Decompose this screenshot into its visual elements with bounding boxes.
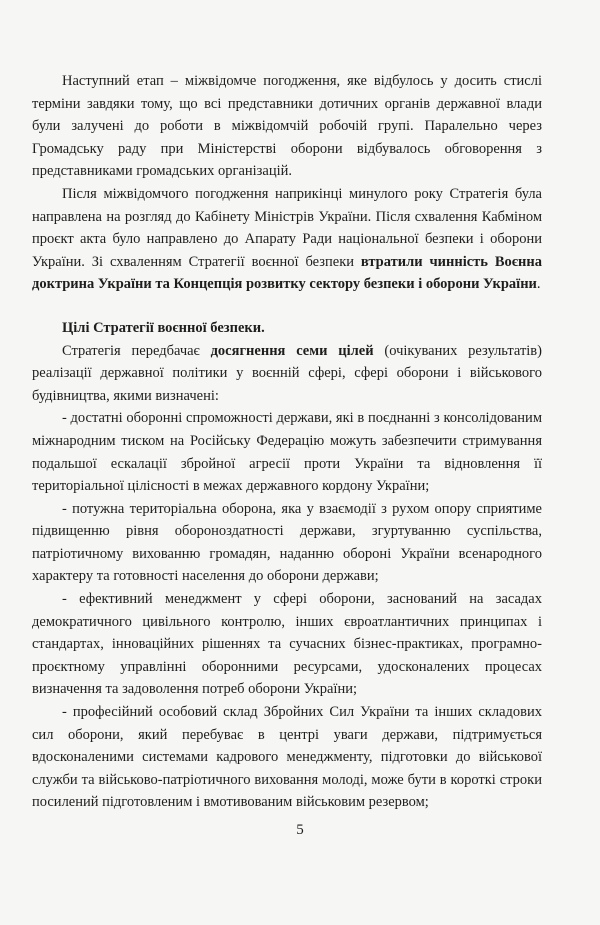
paragraph-strategy-approval [32,183,542,296]
list-item: - ефективний менеджмент у сфері оборони, заснований на засадах демократичного цивільного контролю, інших євроатлантичних принципах і стандартах, інноваційних рішеннях та сучасних бізнес-практиках, програмно-проєктному управлінні оборонними ресурсами, удосконалених процесах визначення та задоволення потреб оборони України; [32,591,542,698]
list-item: - професійний особовий склад Збройних Сил України та інших складових сил оборони, який перебуває в центрі уваги держави, підтримується вдосконаленими системами кадрового менеджменту, підготовки до військової служби та військово-патріотичного виховання молоді, може бути в короткі строки посилений підготовленим і вмотивованим військовим резервом; [32,704,542,811]
paragraph-strategy-approval-text: Після міжвідомчого погодження наприкінці минулого року Стратегія була направлена на розгляд до Кабінету Міністрів України. Після схвалення Кабміном проєкт акта було направлено до Апарату Ради національної безпеки і оборони України. Зі схваленням Стратегії воєнної безпеки [32,185,542,270]
paragraph-seven-goals-bold: досягнення семи цілей [210,342,374,359]
paragraph-seven-goals [32,340,542,408]
paragraph-interagency-approval: Наступний етап – міжвідомче погодження, яке відбулось у досить стислі терміни завдяки тому, що всі представники дотичних органів державної влади були залучені до роботи в міжвідомчій робочій групі. Паралельно через Громадську раду при Міністерстві оборони відбувалось обговорення з представниками громадських організацій. [32,73,542,180]
list-item: - достатні оборонні спроможності держави, які в поєднанні з консолідованим міжнародним тиском на Російську Федерацію можуть забезпечити стримування подальшої ескалації збройної агресії проти України та відновлення її територіальної цілісності в межах державного кордону України; [32,410,542,495]
paragraph-seven-goals-start: Стратегія передбачає [62,342,211,359]
paragraph-seven-goals-end: (очікуваних результатів) реалізації державної політики у воєнній сфері, сфері оборони і військового будівництва, якими визначені: [32,342,542,404]
section-heading-text: Цілі Стратегії воєнної безпеки. [62,319,265,336]
list-item: - потужна територіальна оборона, яка у взаємодії з рухом опору сприятиме підвищенню рівня обороноздатності держави, згуртуванню суспільства, патріотичному вихованню громадян, наданню обороні України всенародного характеру та готовності населення до оборони держави; [32,500,542,585]
document-page [32,70,542,814]
section-heading [32,317,542,340]
paragraph-strategy-approval-bold: втратили чинність Воєнна доктрина України та Концепція розвитку сектору безпеки і оборони України [32,253,542,293]
paragraph-strategy-approval-end: . [536,276,541,293]
page-number: 5 [296,822,304,838]
